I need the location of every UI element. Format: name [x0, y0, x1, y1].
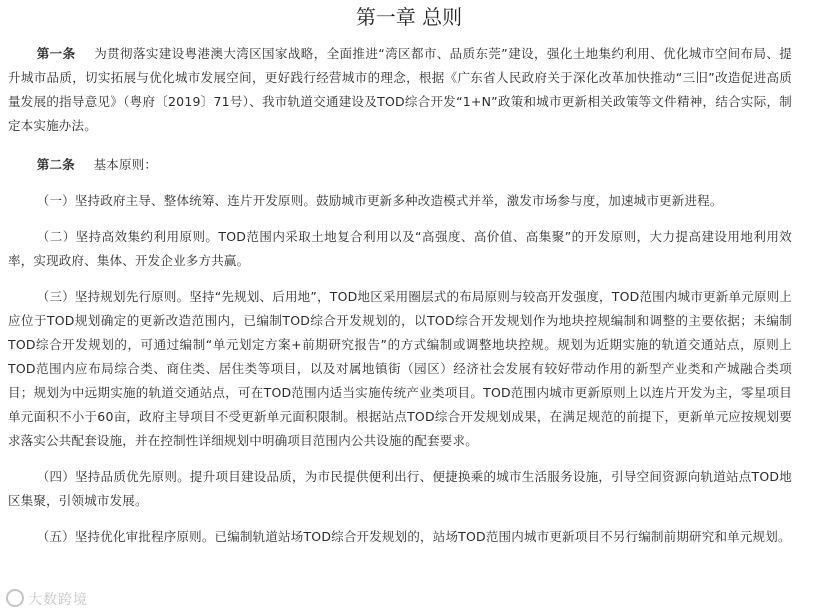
article-1-label: 第一条: [36, 46, 76, 61]
article-1: [8, 42, 792, 138]
article-2-label: 第二条: [36, 157, 75, 172]
article-1-text: 为贯彻落实建设粤港澳大湾区国家战略，全面推进“湾区都市、品质东莞”建设，强化土地集约利用、优化城市空间布局、提升城市品质，切实拓展与优化城市发展空间，更好践行经营城市的理念，根据《广东省人民政府关于深化改革加快推动“三旧”改造促进高质量发展的指导意见》（粤府〔2019〕71号）、我市轨道交通建设及TOD综合开发“1+N”政策和城市更新相关政策等文件精神，结合实际，制定本实施办法。: [8, 46, 792, 133]
article-2: [8, 153, 792, 177]
principle-3: （三）坚持规划先行原则。坚持“先规划、后用地”，TOD地区采用圈层式的布局原则与较高开发强度，TOD范围内城市更新单元原则上应位于TOD规划确定的更新改造范围内，已编制TOD综合开发规划的，以TOD综合开发规划作为地块控规编制和调整的主要依据；未编制TOD综合开发规划的，可通过编制“单元划定方案+前期研究报告”的方式编制或调整地块控规。规划为近期实施的轨道交通站点，原则上TOD范围内应布局综合类、商住类、居住类等项目，以及对属地镇街（园区）经济社会发展有较好带动作用的新型产业类和产城融合类项目；规划为中远期实施的轨道交通站点，可在TOD范围内适当实施传统产业类项目。TOD范围内城市更新原则上以连片开发为主，零星项目单元面积不小于60亩，政府主导项目不受更新单元面积限制。根据站点TOD综合开发规划成果，在满足规范的前提下，更新单元应按规划要求落实公共配套设施，并在控制性详细规划中明确项目范围内公共设施的配套要求。: [8, 289, 792, 448]
chapter-title: 第一章 总则: [355, 5, 463, 29]
principle-1: （一）坚持政府主导、整体统筹、连片开发原则。鼓励城市更新多种改造模式并举，激发市场参与度，加速城市更新进程。: [36, 193, 723, 208]
principle-2: （二）坚持高效集约利用原则。TOD范围内采取土地复合利用以及“高强度、高价值、高集聚”的开发原则，大力提高建设用地利用效率，实现政府、集体、开发企业多方共赢。: [8, 229, 792, 268]
principle-5: （五）坚持优化审批程序原则。已编制轨道站场TOD综合开发规划的，站场TOD范围内城市更新项目不另行编制前期研究和单元规划。: [36, 529, 791, 544]
article-2-text: 基本原则：: [93, 157, 158, 172]
watermark: [6, 589, 88, 610]
principle-4: （四）坚持品质优先原则。提升项目建设品质，为市民提供便利出行、便捷换乘的城市生活服务设施，引导空间资源向轨道站点TOD地区集聚，引领城市发展。: [8, 469, 792, 508]
watermark-text: 大数跨境: [28, 592, 88, 608]
watermark-logo-icon: [6, 589, 24, 607]
document-body: [8, 42, 792, 549]
